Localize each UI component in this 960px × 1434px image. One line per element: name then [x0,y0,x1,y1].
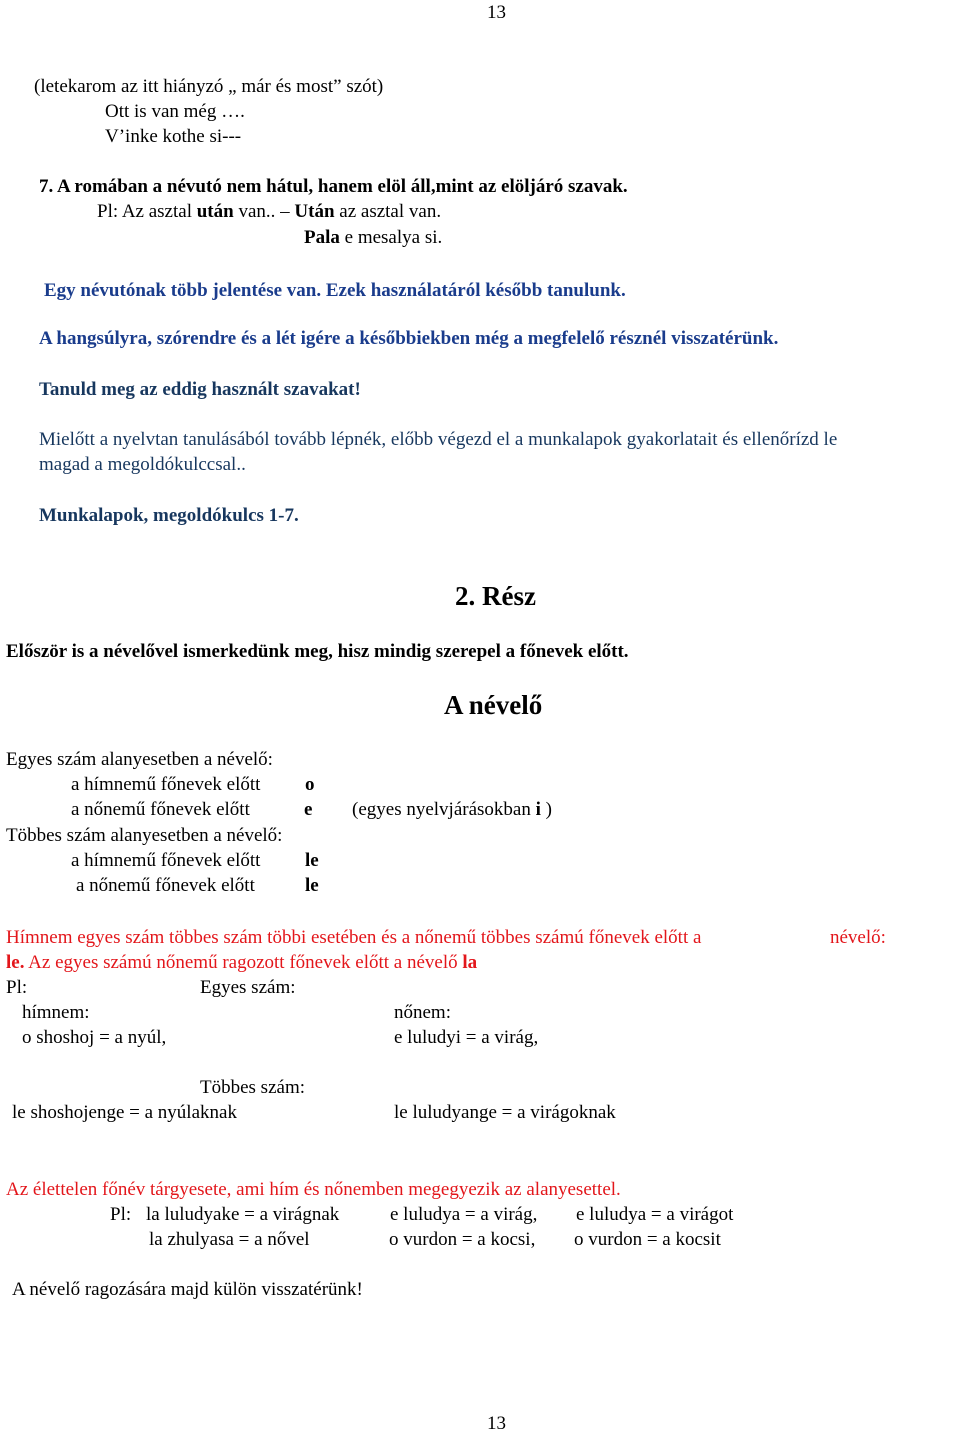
rule-bold: la [462,952,478,973]
accusative-ex-1b: e luludya = a virág, [390,1204,538,1225]
examples-pl-fem: le luludyange = a virágoknak [394,1102,616,1123]
accusative-ex-2c: o vurdon = a kocsit [574,1229,721,1250]
article-heading: A névelő [444,690,543,720]
closing-note: A névelő ragozására majd külön visszatérünk! [12,1279,363,1300]
accusative-ex-1c: e luludya = a virágot [576,1204,734,1225]
intro-line-3: V’inke kothe si--- [105,126,242,147]
example-text: az asztal van. [334,201,442,222]
accusative-ex-1a: la luludyake = a virágnak [146,1204,340,1225]
examples-pl-label-2: Többes szám: [200,1077,306,1098]
example-text: Pl: Az asztal [97,201,197,222]
point7-example-1 [97,202,441,221]
examples-sg-fem: e luludyi = a virág, [394,1027,539,1048]
intro-line-2: Ott is van még …. [105,101,245,122]
red-rule-line-1: Hímnem egyes szám többes szám többi esetében és a nőnemű többes számú főnevek előtt a [6,927,702,948]
sg-fem-article: e [304,799,313,820]
note-worksheets-2: magad a megoldókulccsal.. [39,454,246,475]
note-text: ) [540,799,552,820]
rule-bold: le. [6,952,25,973]
pl-fem: a nőnemű főnevek előtt [76,875,255,896]
examples-masc-label: hímnem: [22,1002,90,1023]
note-learn-words: Tanuld meg az eddig használt szavakat! [39,379,361,400]
sg-fem: a nőnemű főnevek előtt [71,799,250,820]
note-postposition: Egy névutónak több jelentése van. Ezek használatáról később tanulunk. [44,280,626,301]
sg-label: Egyes szám alanyesetben a névelő: [6,749,273,770]
example-text: van.. – [233,201,295,222]
point7-title: 7. A romában a névutó nem hátul, hanem elöl áll,mint az elöljáró szavak. [39,176,628,197]
examples-pl-label: Pl: [6,977,28,998]
accusative-pl-label: Pl: [110,1204,132,1225]
intro-line-1: (letekarom az itt hiányzó „ már és most” szót) [34,76,384,97]
examples-sg-label: Egyes szám: [200,977,296,998]
examples-sg-masc: o shoshoj = a nyúl, [22,1027,167,1048]
examples-pl-masc: le shoshojenge = a nyúlaknak [12,1102,237,1123]
pl-masc-article: le [305,850,319,871]
example-bold: Pala [304,227,340,248]
note-worksheets-1: Mielőtt a nyelvtan tanulásából tovább lépnék, előbb végezd el a munkalapok gyakorlatait és ellenőrízd le [39,429,838,450]
red-rule-line-1-end: névelő: [830,927,886,948]
page-number-top: 13 [487,2,506,23]
note-bold: i [535,799,541,820]
accusative-rule: Az élettelen főnév tárgyesete, ami hím és nőnemben megegyezik az alanyesettel. [6,1179,621,1200]
sg-masc: a hímnemű főnevek előtt [71,774,261,795]
example-bold: Után [294,201,335,222]
page-number-bottom: 13 [487,1413,506,1434]
worksheets-link: Munkalapok, megoldókulcs 1-7. [39,505,299,526]
sg-fem-dialect-note [352,800,552,819]
accusative-ex-2b: o vurdon = a kocsi, [389,1229,536,1250]
part2-intro: Először is a névelővel ismerkedünk meg, hisz mindig szerepel a főnevek előtt. [6,641,629,662]
note-stress: A hangsúlyra, szórendre és a lét igére a későbbiekben még a megfelelő résznél visszatérünk. [39,328,779,349]
note-text: (egyes nyelvjárásokban [352,799,536,820]
pl-masc: a hímnemű főnevek előtt [71,850,261,871]
example-text: e mesalya si. [339,227,443,248]
example-bold: után [196,201,234,222]
rule-text: Az egyes számú nőnemű ragozott főnevek előtt a névelő [24,952,463,973]
pl-fem-article: le [305,875,319,896]
accusative-ex-2a: la zhulyasa = a nővel [149,1229,310,1250]
pl-label: Többes szám alanyesetben a névelő: [6,825,283,846]
examples-fem-label: nőnem: [394,1002,451,1023]
part2-heading: 2. Rész [455,581,536,611]
sg-masc-article: o [305,774,315,795]
red-rule-line-2 [6,953,477,972]
point7-example-2 [304,228,442,247]
